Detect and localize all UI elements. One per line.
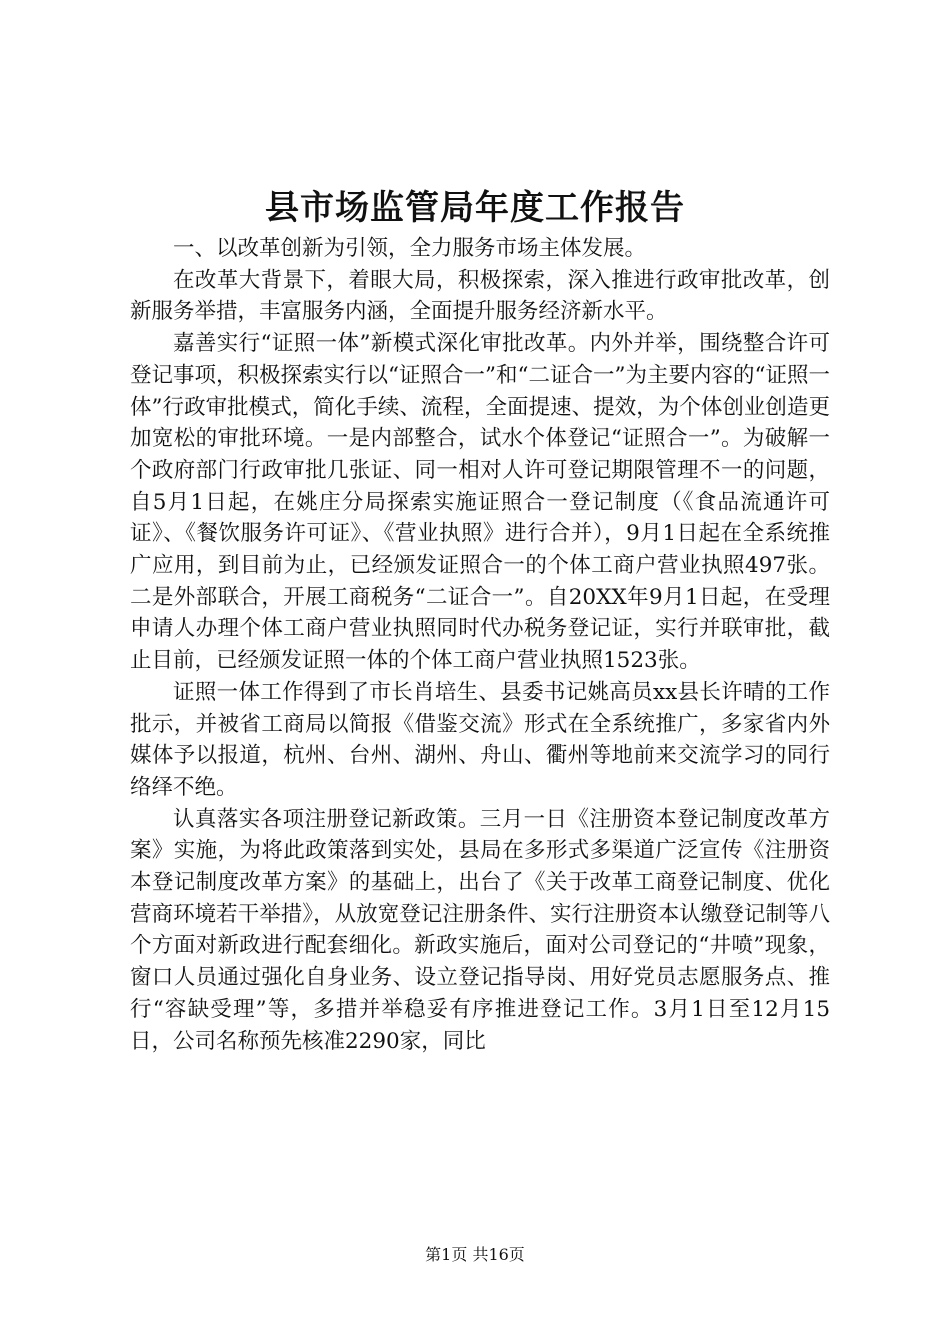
body-paragraph: 证照一体工作得到了市长肖培生、县委书记姚高员xx县长许晴的工作批示，并被省工商局以简报《借鉴交流》形式在全系统推广，多家省内外媒体予以报道，杭州、台州、湖州、舟山、衢州等地前来交流学习的同行络绎不绝。 [130,679,830,800]
document-title: 县市场监管局年度工作报告 [265,188,685,228]
body-paragraph: 嘉善实行“证照一体”新模式深化审批改革。内外并举，围绕整合许可登记事项，积极探索实行以“证照合一”和“二证合一”为主要内容的“证照一体”行政审批模式，简化手续、流程，全面提速、提效，为个体创业创造更加宽松的审批环境。一是内部整合，试水个体登记“证照合一”。为破解一个政府部门行政审批几张证、同一相对人许可登记期限管理不一的问题，自5月1日起，在姚庄分局探索实施证照合一登记制度（《食品流通许可证》、《餐饮服务许可证》、《营业执照》进行合并），9月1日起在全系统推广应用，到目前为止，已经颁发证照合一的个体工商户营业执照497张。二是外部联合，开展工商税务“二证合一”。自20XX年9月1日起，在受理申请人办理个体工商户营业执照同时代办税务登记证，实行并联审批，截止目前，已经颁发证照一体的个体工商户营业执照1523张。 [130,331,830,674]
page-number-footer: 第1页 共16页 [425,1245,525,1264]
body-paragraph: 认真落实各项注册登记新政策。三月一日《注册资本登记制度改革方案》实施，为将此政策落到实处，县局在多形式多渠道广泛宣传《注册资本登记制度改革方案》的基础上，出台了《关于改革工商登记制度、优化营商环境若干举措》，从放宽登记注册条件、实行注册资本认缴登记制等八个方面对新政进行配套细化。新政实施后，面对公司登记的“井喷”现象，窗口人员通过强化自身业务、设立登记指导岗、用好党员志愿服务点、推行“容缺受理”等，多措并举稳妥有序推进登记工作。3月1日至12月15日，公司名称预先核准2290家，同比 [130,806,830,1054]
document-body [130,233,830,1057]
section-heading: 一、以改革创新为引领，全力服务市场主体发展。 [173,236,647,261]
body-paragraph: 在改革大背景下，着眼大局，积极探索，深入推进行政审批改革，创新服务举措，丰富服务内涵，全面提升服务经济新水平。 [130,267,830,325]
